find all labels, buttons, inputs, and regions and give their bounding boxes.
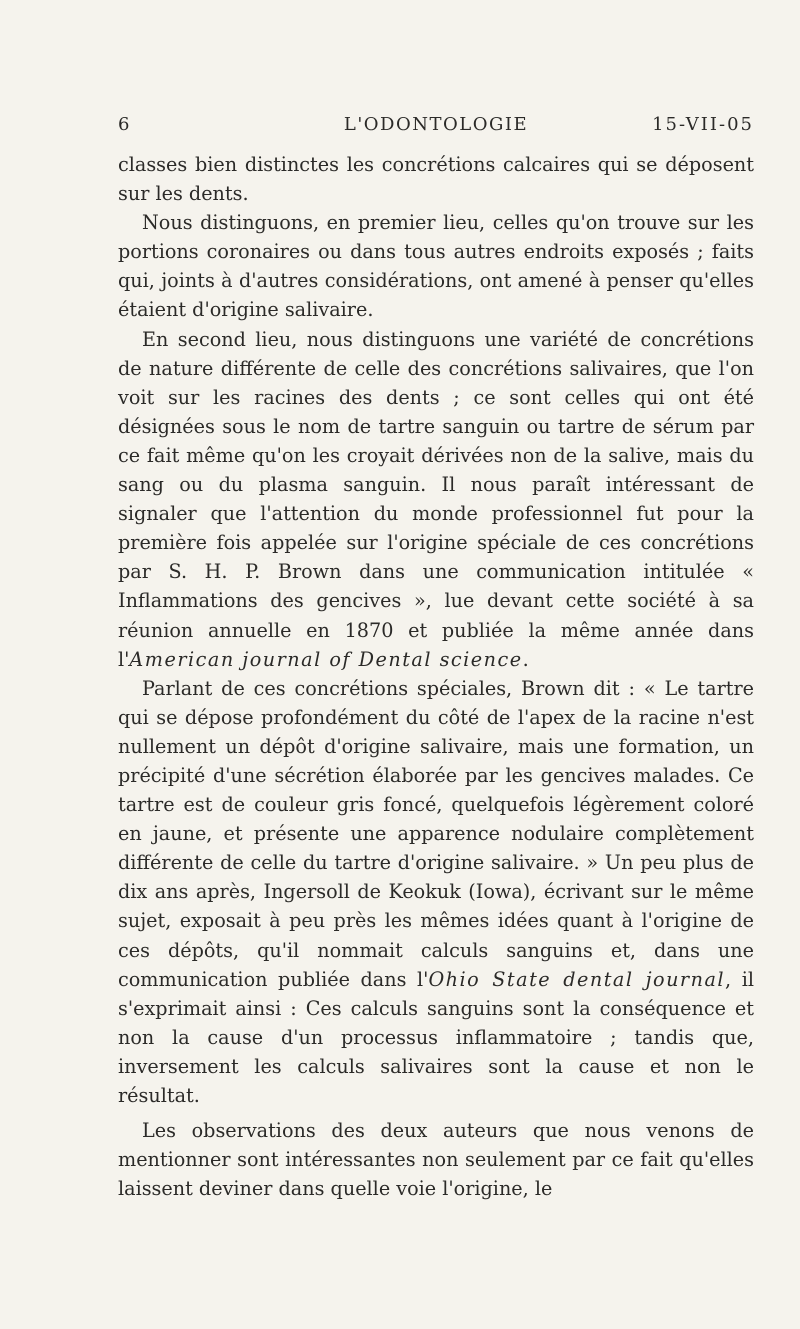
paragraph: Les observations des deux auteurs que nous venons de mentionner sont intéressantes non seulement par ce fait qu'elles laissent deviner dans quelle voie l'origine, le — [118, 1119, 754, 1201]
journal-title: Ohio State dental journal — [428, 967, 726, 991]
paragraph — [118, 325, 754, 674]
paragraph-text: . — [522, 647, 529, 671]
paragraph: Nous distinguons, en premier lieu, celles qu'on trouve sur les portions coronaires ou dans tous autres endroits exposés ; faits qui, joints à d'autres considérations, ont amené à penser qu'elles étaient d'origine salivaire. — [118, 211, 754, 322]
page-number: 6 — [118, 114, 131, 135]
paragraph-text: En second lieu, nous distinguons une variété de concrétions de nature différente de celle des concrétions salivaires, que l'on voit sur les racines des dents ; ce sont celles qui ont été désignées sous le nom de tartre sanguin ou tartre de sérum par ce fait même qu'on les croyait dérivées non de la salive, mais du sang ou du plasma sanguin. Il nous paraît intéressant de signaler que l'attention du monde professionnel fut pour la première fois appelée sur l'origine spéciale de ces concrétions par S. H. P. Brown dans une communication intitulée « Inflammations des gencives », lue devant cette société à sa réunion annuelle en 1870 et publiée la même année dans l' — [118, 327, 754, 671]
running-header — [118, 114, 754, 140]
body-text — [118, 150, 754, 1203]
journal-title: American journal of Dental science — [129, 647, 523, 671]
paragraph-text: Parlant de ces concrétions spéciales, Brown dit : « Le tartre qui se dépose profondément du côté de l'apex de la racine n'est nullement un dépôt d'origine salivaire, mais une formation, un précipité d'une sécrétion élaborée par les gencives malades. Ce tartre est de couleur gris foncé, quelquefois légèrement coloré en jaune, et présente une apparence nodulaire complètement différente de celle du tartre d'origine salivaire. » Un peu plus de dix ans après, Ingersoll de Keokuk (Iowa), écrivant sur le même sujet, exposait à peu près les mêmes idées quant à l'origine de ces dépôts, qu'il nommait calculs sanguins et, dans une communication publiée dans l' — [118, 676, 754, 991]
running-title: L'ODONTOLOGIE — [343, 114, 529, 135]
issue-date: 15-VII-05 — [652, 114, 754, 135]
paragraph-text: , il s'exprimait ainsi : Ces calculs sanguins sont la conséquence et non la cause d'un processus inflammatoire ; tandis que, inversement les calculs salivaires sont la cause et non le résultat. — [118, 967, 754, 1107]
paragraph — [118, 674, 754, 1110]
paragraph: classes bien distinctes les concrétions calcaires qui se déposent sur les dents. — [118, 153, 754, 206]
